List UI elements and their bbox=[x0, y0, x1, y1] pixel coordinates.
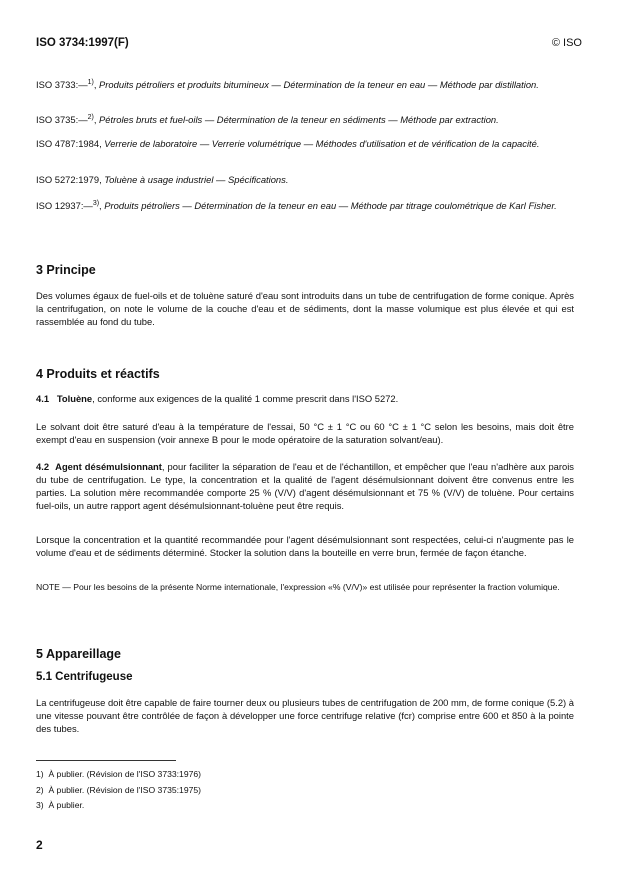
footnote: 2) À publier. (Révision de l'ISO 3735:1975) bbox=[36, 785, 202, 795]
section-4-2-para: Lorsque la concentration et la quantité recommandée pour l'agent désémulsionnant sont respectées, celui-ci n'augmente pas le volume d'eau et de sédiments déterminé. Stocker la solution dans la bouteille en verre brun, fermée de façon étanche. bbox=[36, 534, 574, 558]
section-3-text: Des volumes égaux de fuel-oils et de toluène saturé d'eau sont introduits dans un tube de centrifugation de forme conique. Après la centrifugation, on note le volume de la couche d'eau et de sédiments, dont la masse volumique est plus élevée et qui est rassemblée au fond du tube. bbox=[36, 290, 574, 327]
section-5-heading: 5 Appareillage bbox=[36, 647, 121, 661]
page-number: 2 bbox=[36, 838, 43, 852]
section-5-1-text: La centrifugeuse doit être capable de faire tourner deux ou plusieurs tubes de centrifugation de 200 mm, de forme conique (5.2) à une vitesse pouvant être contrôlée de façon à développer une force centrifuge relative (fcr) comprise entre 600 et 850 à la pointe des tubes. bbox=[36, 697, 574, 734]
section-4-1-para: Le solvant doit être saturé d'eau à la température de l'essai, 50 °C ± 1 °C ou 60 °C ± 1 °C selon les besoins, mais doit être exempt d'eau en suspension (voir annexe B pour le mode opératoire de la saturation solvant/eau). bbox=[36, 421, 574, 445]
reference-item: ISO 5272:1979, Toluène à usage industriel — Spécifications. bbox=[36, 174, 289, 185]
section-4-1: 4.1 Toluène, conforme aux exigences de la qualité 1 comme prescrit dans l'ISO 5272. bbox=[36, 393, 399, 404]
reference-item: ISO 4787:1984, Verrerie de laboratoire — Verrerie volumétrique — Méthodes d'utilisation et de vérification de la capacité. bbox=[36, 138, 540, 149]
note: NOTE — Pour les besoins de la présente Norme internationale, l'expression «% (V/V)» est utilisée pour représenter la fraction volumique. bbox=[36, 582, 560, 592]
reference-item: ISO 3733:—$^{1)}$, Produits pétroliers et produits bitumineux — Détermination de la teneur en eau — Méthode par distillation. bbox=[36, 79, 539, 91]
section-4-heading: 4 Produits et réactifs bbox=[36, 367, 160, 381]
footnote: 1) À publier. (Révision de l'ISO 3733:1976) bbox=[36, 769, 202, 779]
doc-id: ISO 3734:1997(F) bbox=[36, 37, 129, 49]
section-3-heading: 3 Principe bbox=[36, 263, 96, 277]
reference-item: ISO 3735:—$^{2)}$, Pétroles bruts et fuel-oils — Détermination de la teneur en sédiments — Méthode par extraction. bbox=[36, 114, 499, 126]
reference-item: ISO 12937:—$^{3)}$, Produits pétroliers — Détermination de la teneur en eau — Méthode par titrage coulométrique de Karl Fisher. bbox=[36, 200, 557, 212]
footnote: 3) À publier. bbox=[36, 800, 85, 810]
section-5-1-heading: 5.1 Centrifugeuse bbox=[36, 671, 133, 683]
footnote-rule bbox=[36, 760, 176, 761]
section-4-2: 4.2 Agent désémulsionnant, pour faciliter la séparation de l'eau et de l'échantillon, et empêcher que l'eau n'adhère aux parois du tube de centrifugation. Le type, la concentration et la qualité de l'agent désémulsionnant doivent être convenus entre les parties. La solution mère recommandée comporte 25 % (V/V) d'agent désémulsionnant et 75 % (V/V) de toluène. Pour certains fuel-oils, un autre rapport agent désémulsionnant-toluène peut être requis. bbox=[36, 461, 574, 511]
copyright: © ISO bbox=[551, 37, 582, 49]
